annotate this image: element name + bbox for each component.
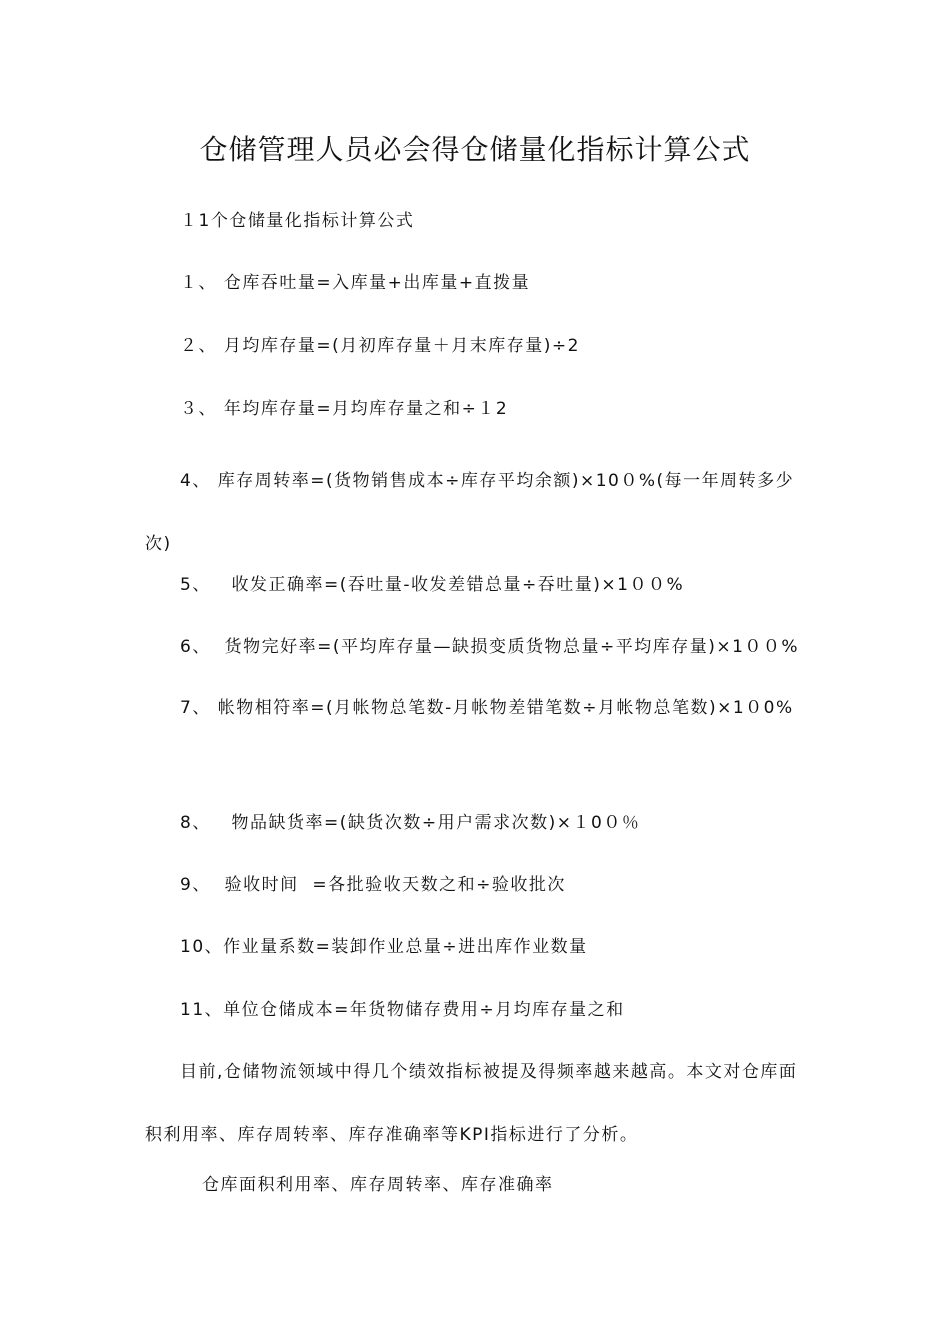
formula-4: 4、 库存周转率=(货物销售成本÷库存平均余额)×10０%(每一年周转多少次)	[145, 471, 795, 554]
formula-7: 7、 帐物相符率=(月帐物总笔数-月帐物差错笔数÷月帐物总笔数)×1０0%	[180, 698, 794, 718]
document-title: 仓储管理人员必会得仓储量化指标计算公式	[199, 133, 751, 166]
formula-1: １、 仓库吞吐量=入库量+出库量+直拨量	[180, 273, 531, 293]
body-paragraph: 目前,仓储物流领域中得几个绩效指标被提及得频率越来越高。本文对仓库面积利用率、库存周转率、库存准确率等KPI指标进行了分析。	[145, 1062, 798, 1145]
formula-10: 10、作业量系数=装卸作业总量÷进出库作业数量	[180, 937, 588, 957]
formula-11: 11、单位仓储成本=年货物储存费用÷月均库存量之和	[180, 1000, 625, 1020]
formula-9: 9、 验收时间 =各批验收天数之和÷验收批次	[180, 875, 566, 895]
subtitle: １1个仓储量化指标计算公式	[180, 211, 415, 231]
formula-3: ３、 年均库存量=月均库存量之和÷１2	[180, 399, 509, 419]
formula-5: 5、 收发正确率=(吞吐量-收发差错总量÷吞吐量)×1００%	[180, 575, 685, 595]
section-heading: 仓库面积利用率、库存周转率、库存准确率	[202, 1175, 554, 1195]
formula-2: ２、 月均库存量=(月初库存量＋月末库存量)÷2	[180, 336, 580, 356]
formula-8: 8、 物品缺货率=(缺货次数÷用户需求次数)×１0０％	[180, 813, 641, 833]
formula-6: 6、 货物完好率=(平均库存量—缺损变质货物总量÷平均库存量)×1００%	[180, 637, 800, 657]
